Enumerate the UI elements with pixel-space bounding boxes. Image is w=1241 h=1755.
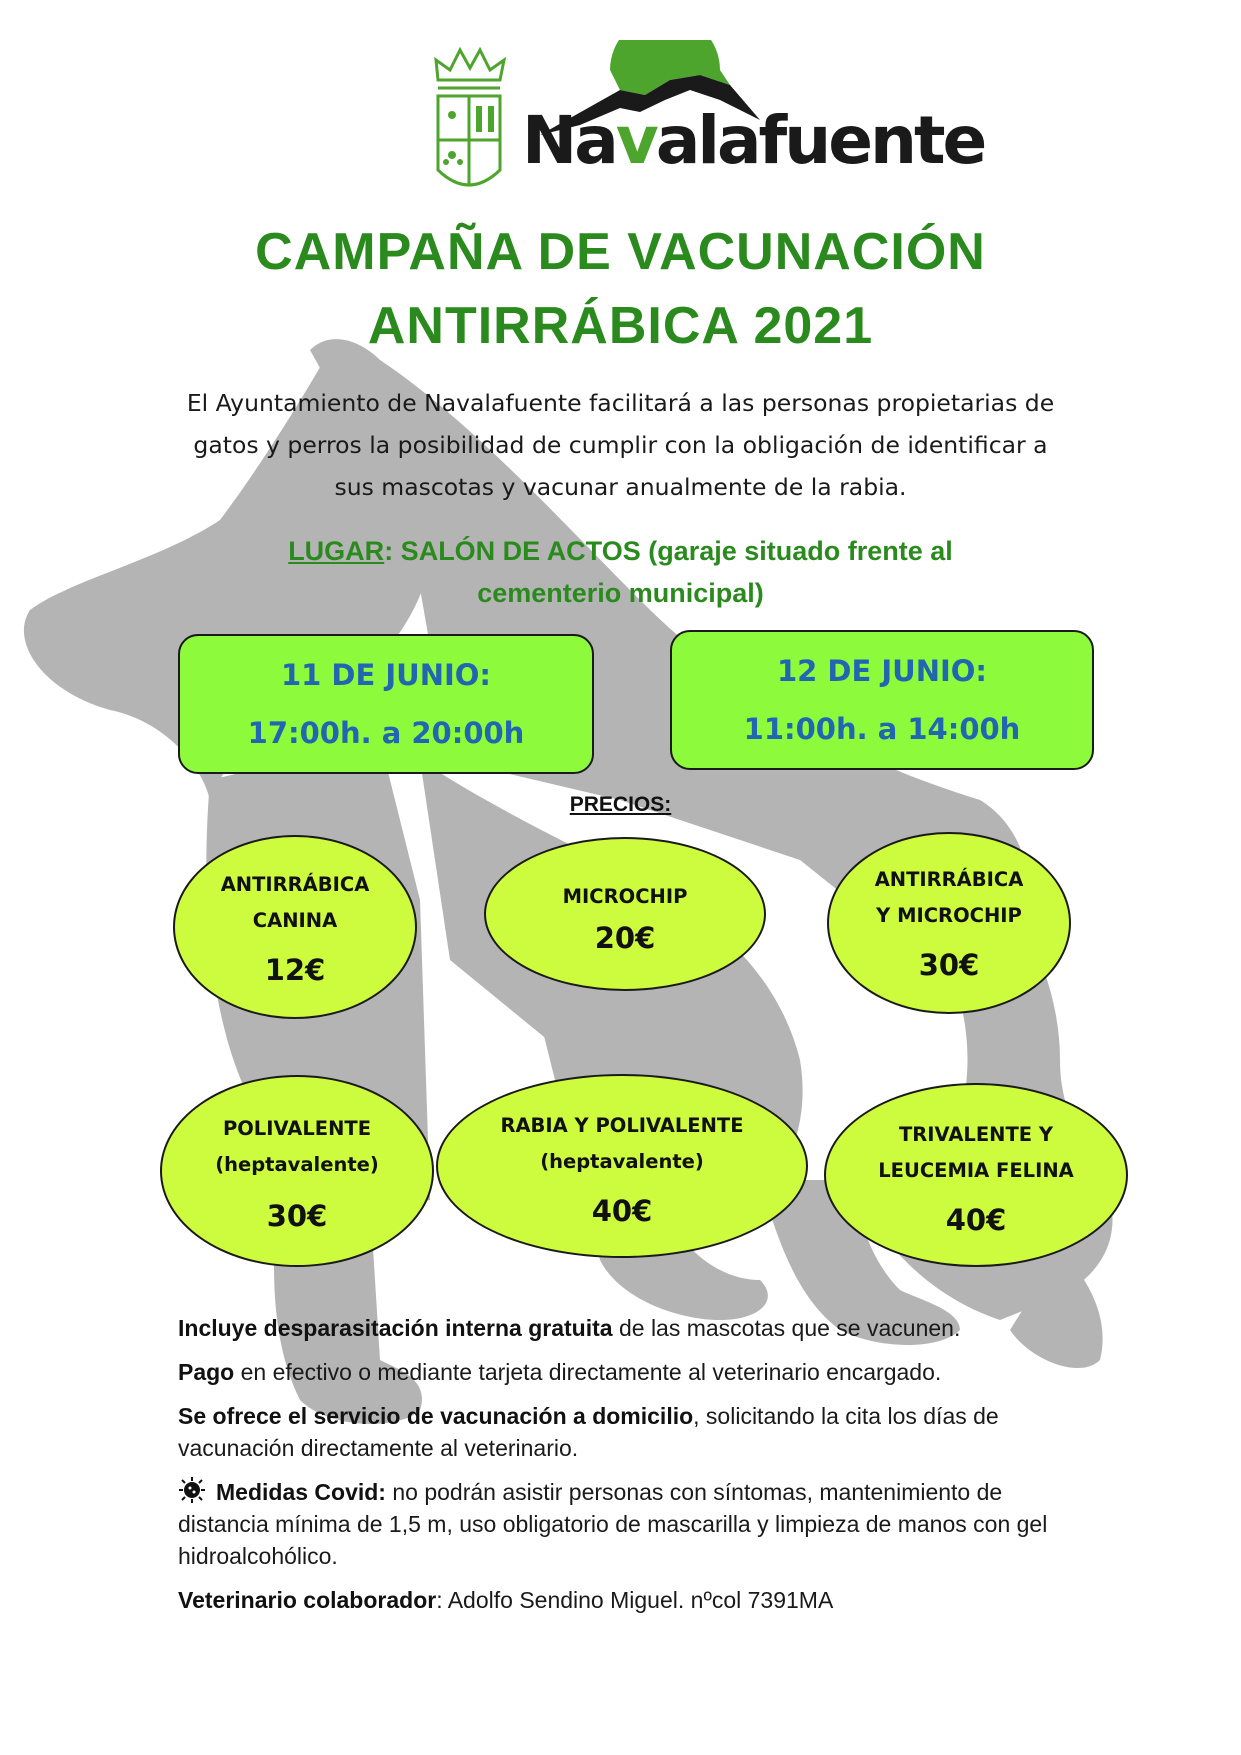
- price-label: POLIVALENTE: [222, 1117, 372, 1140]
- note-veterinarian: [178, 1584, 1078, 1616]
- price-label: Y MICROCHIP: [876, 904, 1022, 927]
- virus-icon: [178, 1476, 206, 1504]
- note-deworming: [178, 1312, 1078, 1344]
- note-text: , solicitando la cita los días de vacunación directamente al veterinario.: [178, 1403, 999, 1461]
- note-bold: Incluye desparasitación interna gratuita: [178, 1315, 613, 1341]
- title-line-1: CAMPAÑA DE VACUNACIÓN: [255, 223, 986, 281]
- location-label: LUGAR: [288, 536, 385, 566]
- price-label: ANTIRRÁBICA: [874, 868, 1024, 891]
- note-home-service: [178, 1400, 1078, 1464]
- price-oval-microchip: [484, 837, 766, 991]
- date-box-1: [178, 634, 594, 774]
- location-text-continued: cementerio municipal): [477, 578, 764, 608]
- price-oval-antirrabica-microchip: [827, 832, 1071, 1014]
- date-box-2: [670, 630, 1094, 770]
- price-label: MICROCHIP: [562, 885, 688, 908]
- intro-line: El Ayuntamiento de Navalafuente facilitará a las personas propietarias de: [186, 389, 1055, 417]
- note-bold: Veterinario colaborador: [178, 1587, 437, 1613]
- note-bold: Medidas Covid:: [216, 1479, 386, 1505]
- note-text: de las mascotas que se vacunen.: [612, 1315, 961, 1341]
- town-logo: [430, 40, 985, 200]
- location-block: [150, 530, 1091, 614]
- price-oval-rabia-polivalente: [436, 1074, 808, 1258]
- intro-line: gatos y perros la posibilidad de cumplir con la obligación de identificar a: [193, 431, 1048, 459]
- date-day: 11 DE JUNIO:: [280, 658, 492, 692]
- note-text: : Adolfo Sendino Miguel. nºcol 7391MA: [436, 1587, 834, 1613]
- town-name-wordmark: Navalafuente: [522, 102, 985, 179]
- price-label: (heptavalente): [540, 1150, 704, 1173]
- price-oval-antirrabica-canina: [173, 835, 417, 1019]
- price-value: 12€: [264, 953, 326, 987]
- price-label: ANTIRRÁBICA: [220, 873, 370, 896]
- title-line-2: ANTIRRÁBICA 2021: [367, 297, 874, 355]
- note-bold: Se ofrece el servicio de vacunación a domicilio: [178, 1403, 694, 1429]
- price-value: 30€: [918, 948, 980, 982]
- date-hours: 11:00h. a 14:00h: [743, 712, 1021, 746]
- note-text: en efectivo o mediante tarjeta directamente al veterinario encargado.: [234, 1359, 942, 1385]
- prices-heading: PRECIOS:: [569, 793, 672, 816]
- intro-line: sus mascotas y vacunar anualmente de la rabia.: [334, 473, 907, 501]
- price-label: RABIA Y POLIVALENTE: [500, 1114, 744, 1137]
- price-oval-polivalente: [160, 1075, 434, 1267]
- note-payment: [178, 1356, 1078, 1388]
- location-text: : SALÓN DE ACTOS (garaje situado frente al: [384, 536, 953, 566]
- date-day: 12 DE JUNIO:: [776, 654, 988, 688]
- note-bold: Pago: [178, 1359, 235, 1385]
- price-value: 40€: [945, 1203, 1007, 1237]
- price-value: 30€: [266, 1199, 328, 1233]
- price-label: CANINA: [252, 909, 338, 932]
- price-oval-trivalente-leucemia: [824, 1083, 1128, 1267]
- intro-paragraph: [160, 382, 1081, 508]
- price-label: LEUCEMIA FELINA: [878, 1159, 1074, 1182]
- price-value: 20€: [594, 921, 656, 955]
- note-covid: [178, 1476, 1078, 1572]
- date-hours: 17:00h. a 20:00h: [247, 716, 525, 750]
- price-value: 40€: [591, 1194, 653, 1228]
- price-label: TRIVALENTE Y: [898, 1123, 1054, 1146]
- notes-section: [178, 1312, 1078, 1628]
- price-label: (heptavalente): [215, 1153, 379, 1176]
- note-text: no podrán asistir personas con síntomas, mantenimiento de distancia mínima de 1,5 m, uso obligatorio de mascarilla y limpieza de manos con gel hidroalcohólico.: [178, 1479, 1048, 1569]
